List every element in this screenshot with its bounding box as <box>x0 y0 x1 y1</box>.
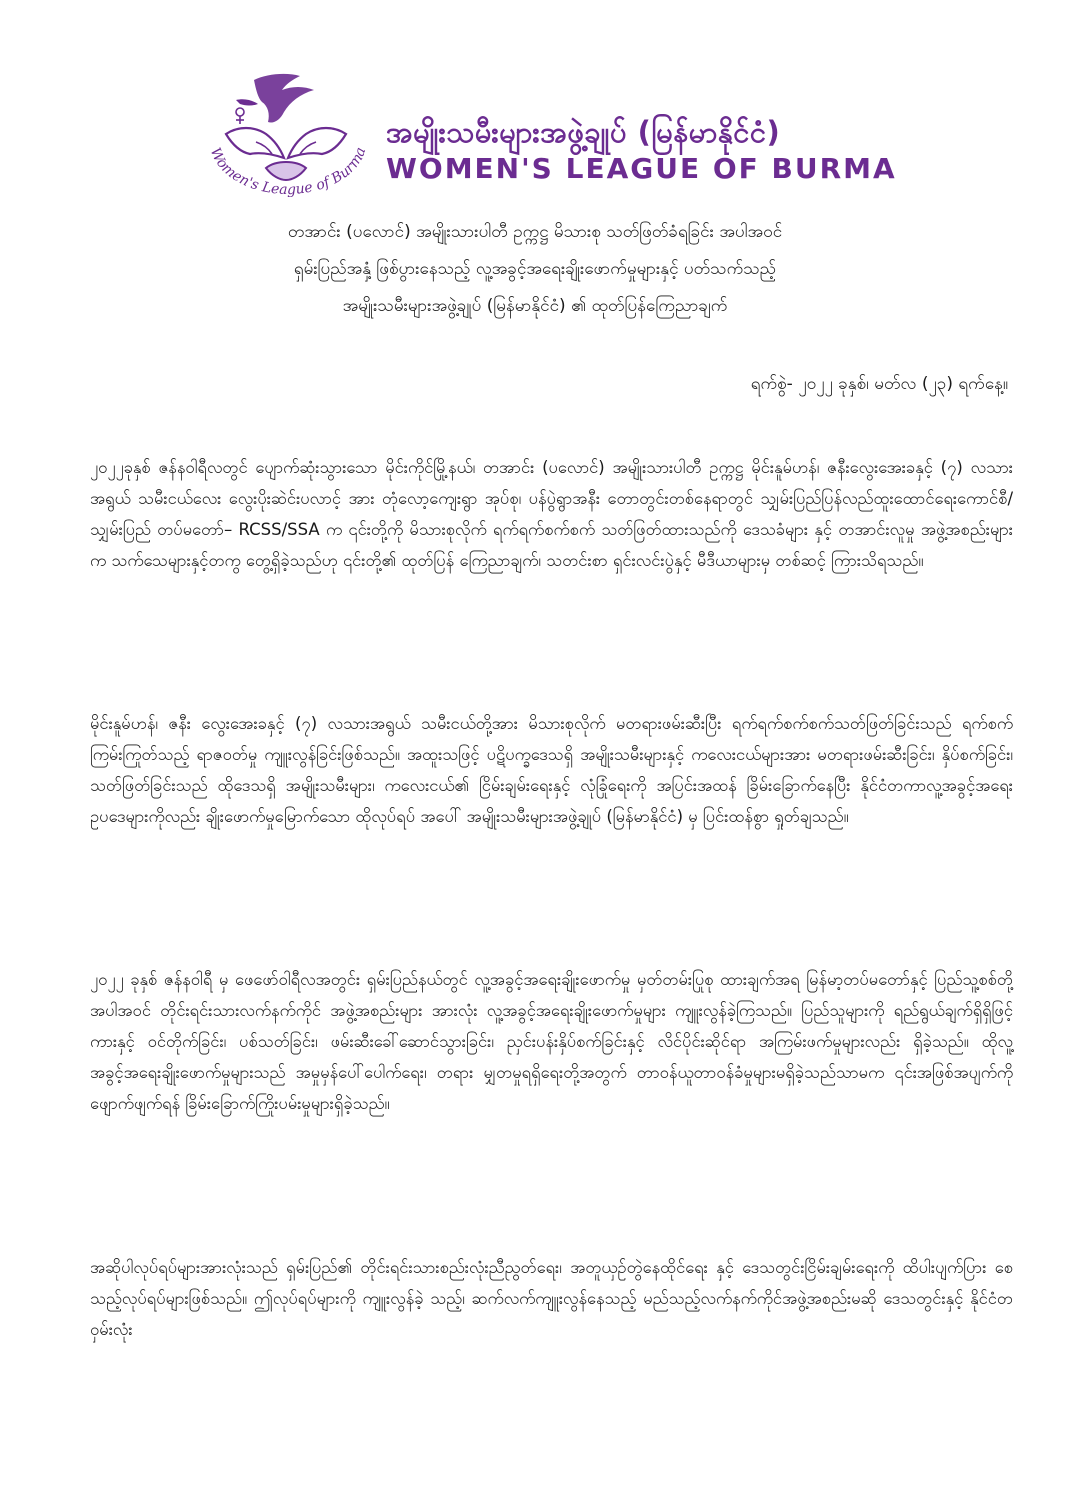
letterhead <box>196 72 896 200</box>
statement-date: ရက်စွဲ- ၂၀၂၂ ခုနှစ်၊ မတ်လ (၂၃) ရက်နေ့။ <box>750 374 1008 394</box>
logo-ring-text: Women's League of Burma <box>206 145 370 197</box>
womens-league-logo <box>196 72 386 197</box>
paragraph-2: မိုင်းနူမ်ဟန်၊ ဇနီး လွေးအေးခနှင့် (၇) လသားအရွယ် သမီးငယ်တို့အား မိသားစုလိုက် မတရားဖမ်းဆီးပြီး ရက်ရက်စက်စက်သတ်ဖြတ်ခြင်းသည် ရက်စက်ကြမ်းကြုတ်သည့် ရာဇဝတ်မှု ကျူးလွန်ခြင်းဖြစ်သည်။ အထူးသဖြင့် ပဋိပက္ခဒေသရှိ အမျိုးသမီးများနှင့် ကလေးငယ်များအား မတရားဖမ်းဆီးခြင်း၊ နှိပ်စက်ခြင်း၊ သတ်ဖြတ်ခြင်းသည် ထိုဒေသရှိ အမျိုးသမီးများ၊ ကလေးငယ်၏ ငြိမ်းချမ်းရေးနှင့် လုံခြုံရေးကို အပြင်းအထန် ခြိမ်းခြောက်နေပြီး နိုင်ငံတကာလူ့အခွင့်အရေး ဥပဒေများကိုလည်း ချိုးဖောက်မှုမြောက်သော ထိုလုပ်ရပ် အပေါ် အမျိုးသမီးများအဖွဲ့ချုပ် (မြန်မာနိုင်ငံ) မှ ပြင်းထန်စွာ ရှုတ်ချသည်။ <box>90 714 1013 826</box>
paragraph-3: ၂၀၂၂ ခုနှစ် ဇန်နဝါရီ မှ ဖေဖော်ဝါရီလအတွင်း ရှမ်းပြည်နယ်တွင် လူ့အခွင့်အရေးချိုးဖောက်မှု မှတ်တမ်းပြုစု ထားချက်အရ မြန်မာ့တပ်မတော်နှင့် ပြည်သူ့စစ်တို့အပါအဝင် တိုင်းရင်းသားလက်နက်ကိုင် အဖွဲ့အစည်းများ အားလုံး လူ့အခွင့်အရေးချိုးဖောက်မှုများ ကျူးလွန်ခဲ့ကြသည်။ ပြည်သူများကို ရည်ရွယ်ချက်ရှိရှိဖြင့် ကားနှင့် ဝင်တိုက်ခြင်း၊ ပစ်သတ်ခြင်း၊ ဖမ်းဆီးခေါ်ဆောင်သွားခြင်း၊ ညှင်းပန်းနှိပ်စက်ခြင်းနှင့် လိင်ပိုင်းဆိုင်ရာ အကြမ်းဖက်မှုများလည်း ရှိခဲ့သည်။ ထိုလူ့အခွင့်အရေးချိုးဖောက်မှုများသည် အမှုမှန်ပေါ်ပေါက်ရေး၊ တရား မျှတမှုရရှိရေးတို့အတွက် တာဝန်ယူတာဝန်ခံမှုများမရှိခဲ့သည်သာမက ၎င်းအဖြစ်အပျက်ကို ဖျောက်ဖျက်ရန် ခြိမ်းခြောက်ကြိုးပမ်းမှုများရှိခဲ့သည်။ <box>90 970 1013 1113</box>
organization-name <box>386 112 897 186</box>
title-line-1: တအာင်း (ပလောင်) အမျိုးသားပါတီ ဥက္ကဋ္ဌ မိသားစု သတ်ဖြတ်ခံရခြင်း အပါအဝင် <box>287 222 783 242</box>
title-line-2: ရှမ်းပြည်အနှံ့ ဖြစ်ပွားနေသည့် လူ့အခွင့်အရေးချိုးဖောက်မှုများနှင့် ပတ်သက်သည့် <box>293 259 777 279</box>
paragraph-4: အဆိုပါလုပ်ရပ်များအားလုံးသည် ရှမ်းပြည်၏ တိုင်းရင်းသားစည်းလုံးညီညွတ်ရေး၊ အတူယှဉ်တွဲနေထိုင်ရေး နှင့် ဒေသတွင်းငြိမ်းချမ်းရေးကို ထိပါးပျက်ပြား စေသည့်လုပ်ရပ်များဖြစ်သည်။ ဤလုပ်ရပ်များကို ကျူးလွန်ခဲ့ သည့်၊ ဆက်လက်ကျူးလွန်နေသည့် မည်သည့်လက်နက်ကိုင်အဖွဲ့အစည်းမဆို ဒေသတွင်းနှင့် နိုင်ငံတဝှမ်းလုံး <box>90 1258 1013 1339</box>
statement-title <box>90 214 980 325</box>
org-name-english: WOMEN'S LEAGUE OF BURMA <box>386 152 897 185</box>
title-line-3: အမျိုးသမီးများအဖွဲ့ချုပ် (မြန်မာနိုင်ငံ) ၏ ထုတ်ပြန်ကြေညာချက် <box>342 296 728 316</box>
org-name-burmese: အမျိုးသမီးများအဖွဲ့ချုပ် (မြန်မာနိုင်ငံ) <box>386 115 781 149</box>
paragraph-1: ၂၀၂၂ခုနှစ် ဇန်နဝါရီလတွင် ပျောက်ဆုံးသွားသော မိုင်းကိုင်မြို့နယ်၊ တအာင်း (ပလောင်) အမျိုးသားပါတီ ဥက္ကဋ္ဌ မိုင်းနူမ်ဟန်၊ ဇနီးလွေးအေးခနှင့် (၇) လသား အရွယ် သမီးငယ်လေး လွေးပိုးဆဲင်းပလာင့် အား တုံလော့ကျေးရွာ အုပ်စု၊ ပန်ပွဲရွာအနီး တောတွင်းတစ်နေရာတွင် သျှမ်းပြည်ပြန်လည်ထူးထောင်ရေးကောင်စီ/ သျှမ်းပြည် တပ်မတော်– RCSS/SSA က ၎င်းတို့ကို မိသားစုလိုက် ရက်ရက်စက်စက် သတ်ဖြတ်ထားသည်ကို ဒေသခံများ နှင့် တအာင်းလူမှု အဖွဲ့အစည်းများက သက်သေများနှင့်တကွ တွေ့ရှိခဲ့သည်ဟု ၎င်းတို့၏ ထုတ်ပြန် ကြေညာချက်၊ သတင်းစာ ရှင်းလင်းပွဲနှင့် မီဒီယာများမှ တစ်ဆင့် ကြားသိရသည်။ <box>90 458 1013 570</box>
